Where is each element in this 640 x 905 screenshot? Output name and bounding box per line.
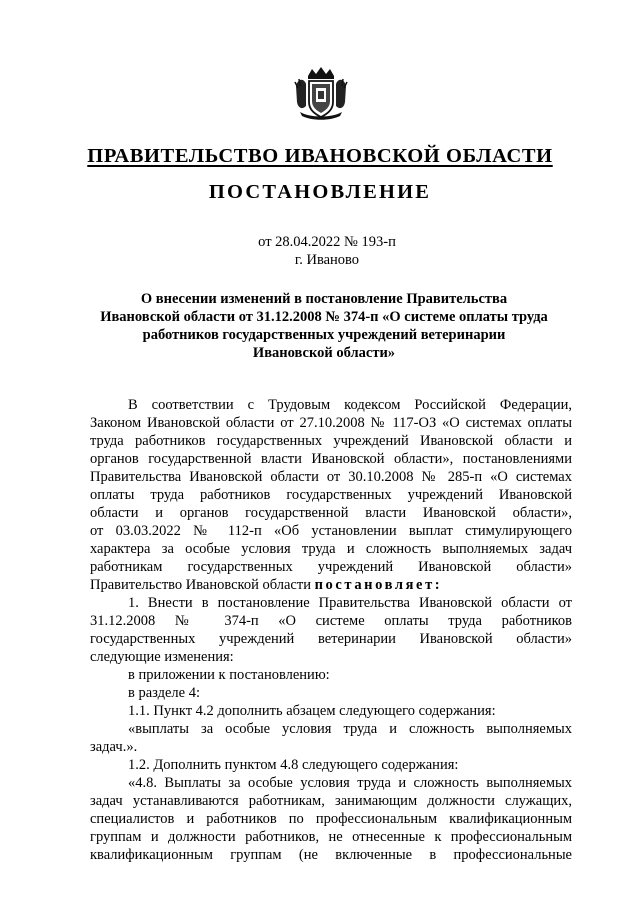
item1-line: государственных учреждений ветеринарии Ивановской области» (90, 631, 572, 647)
preamble-line: характера за особые условия труда и сложность выполняемых задач (90, 541, 572, 557)
government-title-text: ПРАВИТЕЛЬСТВО ИВАНОВСКОЙ ОБЛАСТИ (87, 145, 553, 167)
preamble-line: труда работников государственных учреждений Ивановской области и (90, 433, 572, 449)
quote2-line: «4.8. Выплаты за особые условия труда и сложность выполняемых (128, 775, 572, 791)
coat-of-arms-emblem (294, 66, 348, 122)
preamble-line: Правительства Ивановской области от 30.10.2008 № 285-п «О системах (90, 469, 572, 485)
preamble-line: работникам государственных учреждений Ивановской области» (90, 559, 572, 575)
preamble-line: В соответствии с Трудовым кодексом Российской Федерации, (128, 397, 572, 413)
quote2-line: группам и должности работников, не отнесенные к профессиональным (90, 829, 572, 845)
quote2-line: задач устанавливаются работникам, занимающим должности служащих, (90, 793, 572, 809)
subject-line: Ивановской области» (252, 345, 396, 361)
quote2-line: специалистов и работников по профессиональным квалификационным (90, 811, 572, 827)
preamble-closing-prefix: Правительство Ивановской области (90, 577, 311, 593)
quote1-line: задач.». (90, 739, 138, 755)
document-type: ПОСТАНОВЛЕНИЕ (208, 181, 432, 203)
item1-line: следующие изменения: (90, 649, 234, 665)
item1-line: 1. Внести в постановление Правительства Ивановской области от (128, 595, 572, 611)
document-body (90, 396, 572, 864)
preamble-line: оплаты труда работников государственных учреждений Ивановской (90, 487, 572, 503)
quote2-line: квалификационным группам (не включенные в профессиональные (90, 847, 572, 863)
preamble-line: области и органов государственной власти Ивановской области», (90, 505, 572, 521)
subject-line: работников государственных учреждений ветеринарии (142, 327, 506, 343)
item-1-2: 1.2. Дополнить пунктом 4.8 следующего содержания: (128, 757, 459, 773)
preamble-closing (90, 576, 572, 594)
preamble-line: Законом Ивановской области от 27.10.2008 № 117-ОЗ «О системах оплаты (90, 415, 572, 431)
item1-line: 31.12.2008 № 374-п «О системе оплаты труда работников (90, 613, 572, 629)
subject-line: О внесении изменений в постановление Правительства (140, 291, 508, 307)
decrees-word: постановляет: (314, 577, 443, 593)
document-subject (90, 290, 558, 362)
date-number: от 28.04.2022 № 193-п (258, 234, 396, 250)
preamble-line: органов государственной власти Ивановской области», постановлениями (90, 451, 572, 467)
subject-line: Ивановской области от 31.12.2008 № 374-п «О системе оплаты труда (100, 309, 548, 325)
section-line: в разделе 4: (128, 685, 201, 701)
quote1-line: «выплаты за особые условия труда и сложность выполняемых (128, 721, 572, 737)
preamble-line: от 03.03.2022 № 112-п «Об установлении выплат стимулирующего (90, 523, 572, 539)
appendix-line: в приложении к постановлению: (128, 667, 330, 683)
city: г. Иваново (294, 252, 360, 268)
document-meta (0, 233, 640, 269)
item-1-1: 1.1. Пункт 4.2 дополнить абзацем следующего содержания: (128, 703, 496, 719)
government-title (0, 144, 640, 168)
